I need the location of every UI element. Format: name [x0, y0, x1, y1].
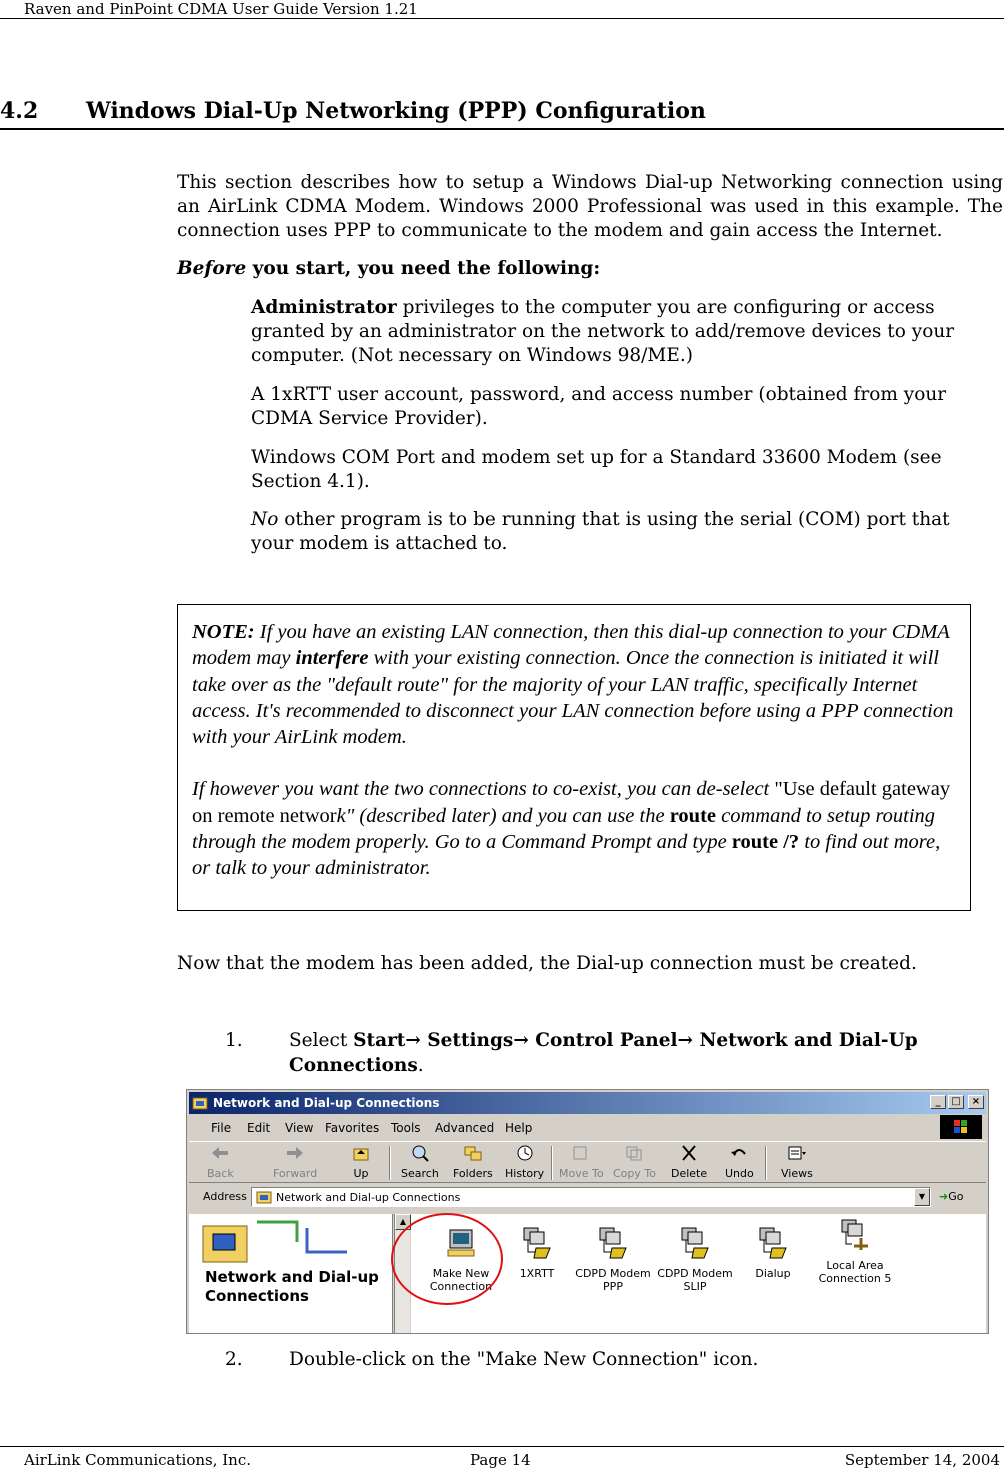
history-icon [515, 1144, 535, 1162]
forward-button[interactable] [273, 1144, 317, 1180]
note-text: If however you want the two connections to co-exist, you can de-select [192, 778, 775, 801]
undo-icon [729, 1144, 749, 1162]
copy-to-button[interactable] [613, 1144, 656, 1180]
note-text: k" (described later) and you can use the [336, 804, 670, 827]
requirement-account: A 1xRTT user account, password, and access number (obtained from your CDMA Service Provider). [251, 384, 947, 429]
go-button[interactable] [939, 1190, 963, 1203]
back-label: Back [207, 1167, 234, 1180]
window-titlebar [189, 1092, 986, 1114]
item-label: 1XRTT [519, 1267, 555, 1280]
search-button[interactable] [401, 1144, 439, 1180]
delete-button[interactable] [671, 1144, 707, 1180]
menu-bar [189, 1117, 986, 1139]
req-admin-bold: Administrator [251, 297, 397, 318]
note-para-1 [192, 619, 956, 750]
req-no-emph: No [251, 509, 279, 530]
up-label: Up [353, 1167, 369, 1180]
dialup-connection-icon [520, 1226, 554, 1260]
up-button[interactable] [351, 1144, 371, 1180]
note-text: to find out more, or talk to your administrator. [192, 831, 941, 880]
folders-icon [463, 1144, 483, 1162]
folders-label: Folders [453, 1167, 493, 1180]
windows-logo-icon [940, 1115, 982, 1139]
dialup-connection-icon [678, 1226, 712, 1260]
copy-to-icon [624, 1144, 644, 1162]
pane-title: Network and Dial-up Connections [205, 1268, 379, 1305]
item-label: CDPD Modem SLIP [657, 1267, 733, 1293]
menu-edit[interactable]: Edit [247, 1121, 271, 1135]
highlight-circle [391, 1213, 503, 1305]
connection-cdpd-ppp[interactable] [573, 1226, 653, 1293]
section-title: Windows Dial-Up Networking (PPP) Configuration [86, 98, 706, 124]
back-arrow-icon [210, 1144, 230, 1162]
forward-label: Forward [273, 1167, 318, 1180]
dialup-connection-icon [596, 1226, 630, 1260]
screenshot-window [186, 1089, 989, 1334]
network-folder-icon [192, 1095, 208, 1111]
section-rule [0, 128, 1004, 130]
toolbar-separator [389, 1146, 391, 1180]
footer-date: September 14, 2004 [844, 1451, 1000, 1469]
modem-added-paragraph: Now that the modem has been added, the Dial-up connection must be created. [177, 953, 917, 974]
connection-1xrtt[interactable] [497, 1226, 577, 1280]
address-bar [189, 1186, 986, 1210]
up-folder-icon [351, 1144, 371, 1162]
header-rule [0, 18, 1004, 19]
network-banner-icon [197, 1218, 357, 1264]
address-label: Address [203, 1190, 247, 1203]
connection-local-area-5[interactable] [815, 1218, 895, 1285]
dialup-connection-icon [756, 1226, 790, 1260]
footer-company: AirLink Communications, Inc. [24, 1451, 251, 1469]
before-emph: Before [177, 258, 247, 279]
search-icon [410, 1144, 430, 1162]
note-text: with your existing connection. Once the connection is initiated it will take over as the "default route" for the majority of your LAN traffic, specifically Internet access. It's recommended to disconnect your LAN connection before using a PPP connection with your AirLink modem. [192, 647, 954, 749]
toolbar-separator [551, 1146, 553, 1180]
requirement-admin [251, 296, 991, 368]
step-text: Double-click on the "Make New Connection" icon. [289, 1349, 759, 1370]
close-button[interactable]: × [968, 1095, 984, 1109]
note-bold: route [669, 804, 717, 827]
requirement-com-port: Windows COM Port and modem set up for a Standard 33600 Modem (see Section 4.1). [251, 447, 942, 492]
left-info-pane [189, 1214, 393, 1334]
step-post: . [417, 1055, 424, 1076]
undo-label: Undo [725, 1167, 754, 1180]
go-arrow-icon: ➜ [939, 1190, 949, 1203]
views-button[interactable] [781, 1144, 813, 1180]
running-header: Raven and PinPoint CDMA User Guide Version 1.21 [24, 0, 418, 18]
toolbar-separator [765, 1146, 767, 1180]
step-number: 1. [225, 1030, 243, 1051]
toolbar [189, 1141, 986, 1183]
go-label: Go [948, 1190, 964, 1203]
back-button[interactable] [207, 1144, 234, 1180]
footer-page: Page 14 [470, 1451, 531, 1469]
note-label: NOTE: [192, 621, 255, 643]
address-field[interactable] [251, 1187, 931, 1207]
step-pre: Select [289, 1030, 354, 1051]
connection-cdpd-slip[interactable] [655, 1226, 735, 1293]
req-no-text: other program is to be running that is using the serial (COM) port that your modem is attached to. [251, 509, 950, 554]
lan-connection-icon [838, 1218, 872, 1252]
note-para-2 [192, 776, 956, 881]
item-label: Dialup [755, 1267, 791, 1280]
step-number: 2. [225, 1349, 243, 1370]
menu-advanced[interactable]: Advanced [435, 1121, 495, 1135]
forward-arrow-icon [285, 1144, 305, 1162]
section-number: 4.2 [0, 98, 39, 124]
intro-paragraph: This section describes how to setup a Windows Dial-up Networking connection using an AirLink CDMA Modem. Windows 2000 Professional was used in this example. The connection uses PPP to communicate to the modem and gain access the Internet. [177, 172, 1003, 241]
note-plain: "Use default gateway on remote networ [192, 778, 951, 827]
note-bold: interfere [295, 647, 369, 670]
before-rest: you start, you need the following: [246, 258, 601, 279]
item-label: CDPD Modem PPP [575, 1267, 651, 1293]
copy-to-label: Copy To [613, 1167, 656, 1180]
move-to-button[interactable] [559, 1144, 604, 1180]
search-label: Search [401, 1167, 439, 1180]
connection-dialup[interactable] [733, 1226, 813, 1280]
delete-x-icon [679, 1144, 699, 1162]
maximize-button[interactable]: □ [948, 1095, 964, 1109]
step-text [289, 1028, 989, 1078]
delete-label: Delete [671, 1167, 708, 1180]
minimize-button[interactable]: _ [930, 1095, 946, 1109]
before-heading [177, 258, 600, 279]
menu-favorites[interactable]: Favorites [325, 1121, 380, 1135]
address-dropdown-button[interactable]: ▼ [914, 1188, 930, 1206]
note-bold: route /? [731, 831, 800, 854]
note-text: command to setup routing through the modem properly. Go to a Command Prompt and type [192, 804, 936, 854]
menu-file[interactable]: File [211, 1121, 232, 1135]
req-admin-text: privileges to the computer you are configuring or access granted by an administrator on the network to add/remove devices to your computer. (Not necessary on Windows 98/ME.) [251, 297, 955, 366]
menu-help[interactable]: Help [505, 1121, 533, 1135]
footer-rule [0, 1446, 1004, 1447]
note-text: If you have an existing LAN connection, then this dial-up connection to your CDMA modem may [192, 621, 950, 670]
note-box [177, 604, 971, 911]
item-label: Make New Connection [429, 1267, 493, 1293]
move-to-icon [571, 1144, 591, 1162]
section-heading [0, 98, 706, 124]
window-title: Network and Dial-up Connections [213, 1096, 440, 1110]
requirement-no-program [251, 508, 991, 556]
network-folder-icon [256, 1190, 272, 1204]
address-value: Network and Dial-up Connections [276, 1191, 461, 1204]
views-icon [787, 1144, 807, 1162]
scroll-up-button[interactable]: ▲ [395, 1214, 411, 1230]
history-label: History [505, 1167, 545, 1180]
undo-button[interactable] [725, 1144, 754, 1180]
step-path: Start→ Settings→ Control Panel→ Network and Dial-Up Connections [289, 1030, 918, 1076]
menu-view[interactable]: View [285, 1121, 314, 1135]
menu-tools[interactable]: Tools [391, 1121, 421, 1135]
history-button[interactable] [505, 1144, 544, 1180]
views-label: Views [781, 1167, 813, 1180]
move-to-label: Move To [559, 1167, 604, 1180]
item-label: Local Area Connection 5 [818, 1259, 892, 1285]
folders-button[interactable] [453, 1144, 493, 1180]
